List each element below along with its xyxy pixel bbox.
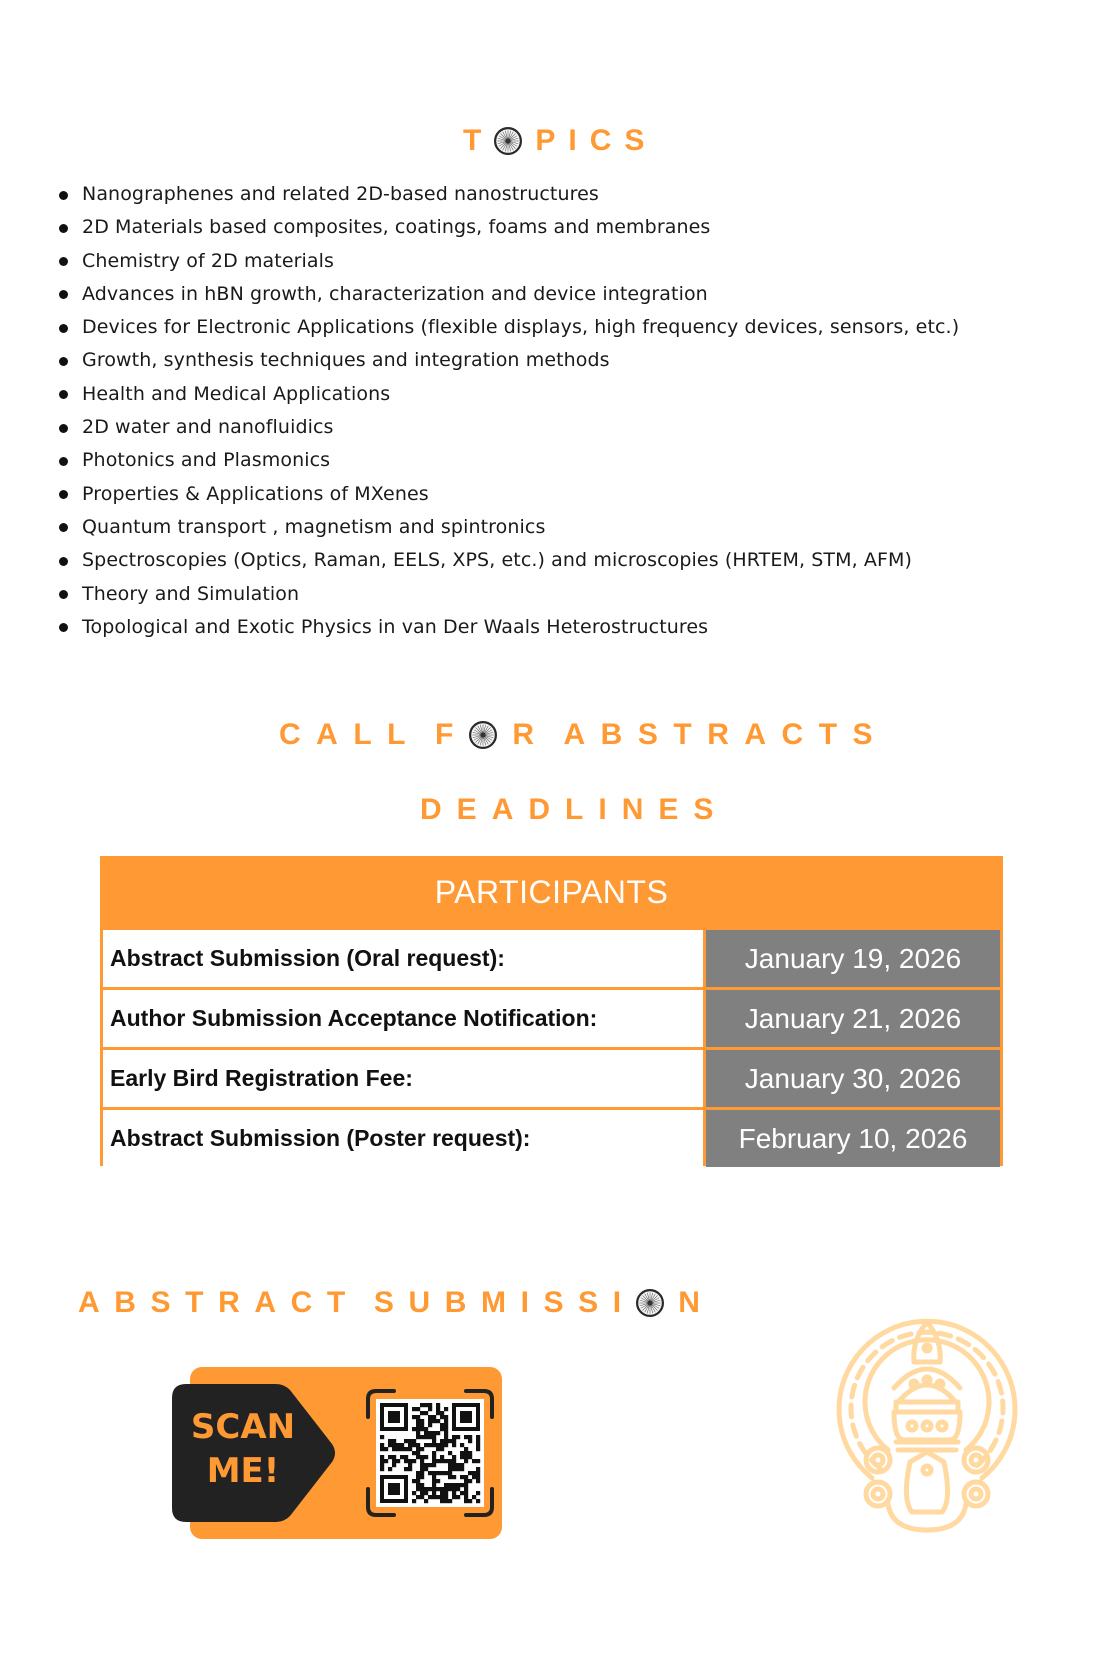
chakra-wheel-icon — [636, 1289, 664, 1317]
bullet-icon — [59, 390, 68, 399]
deadline-date: January 21, 2026 — [706, 990, 1000, 1047]
heading-letter: R — [512, 718, 550, 751]
heading-letter: T — [673, 718, 708, 751]
topic-text: Nanographenes and related 2D-based nanostructures — [82, 183, 599, 205]
bullet-icon — [59, 623, 68, 632]
qr-code-icon[interactable] — [364, 1387, 496, 1519]
scan-me-text — [188, 1405, 298, 1493]
topic-item — [56, 578, 1056, 611]
heading-letter: L — [387, 718, 421, 751]
heading-letter: F — [435, 718, 469, 751]
heading-letter: L — [353, 718, 388, 751]
topic-item — [56, 311, 1056, 344]
heading-letter: S — [624, 124, 658, 157]
deadlines-table — [100, 856, 1003, 1166]
topic-text: Spectroscopies (Optics, Raman, EELS, XPS, etc.) and microscopies (HRTEM, STM, AFM) — [82, 549, 913, 572]
heading-letter: E — [456, 793, 492, 826]
chakra-wheel-icon — [494, 127, 522, 155]
heading-letter: S — [373, 1286, 409, 1319]
heading-letter: N — [678, 1286, 715, 1319]
table-row — [103, 927, 1000, 987]
deadline-label: Abstract Submission (Poster request): — [103, 1110, 703, 1167]
bullet-icon — [59, 257, 68, 266]
heading-letter: I — [520, 1286, 544, 1319]
scan-text-line2: ME! — [206, 1451, 280, 1491]
deadlines-heading — [420, 792, 728, 828]
topic-text: 2D water and nanofluidics — [82, 416, 334, 439]
heading-letter: A — [254, 1286, 291, 1319]
heading-letter: A — [744, 718, 782, 751]
topic-item — [56, 511, 1056, 544]
heading-letter: P — [535, 124, 569, 157]
deadline-date: January 30, 2026 — [706, 1050, 1000, 1107]
scan-text-line1: SCAN — [190, 1407, 296, 1447]
topic-item — [56, 178, 1056, 211]
heading-letter: C — [279, 718, 317, 751]
heading-letter: T — [185, 1286, 219, 1319]
topics-list — [56, 178, 1056, 644]
heading-letter: I — [598, 793, 622, 826]
bullet-icon — [59, 224, 68, 233]
heading-letter: S — [852, 718, 889, 751]
topic-item — [56, 411, 1056, 444]
heading-letter: D — [528, 793, 566, 826]
topics-heading — [463, 123, 657, 159]
table-row — [103, 1107, 1000, 1167]
bullet-icon — [59, 557, 68, 566]
heading-letter: U — [408, 1286, 445, 1319]
topic-text: Quantum transport , magnetism and spintronics — [82, 515, 546, 538]
topic-item — [56, 245, 1056, 278]
heading-letter: T — [326, 1286, 360, 1319]
deadline-label: Author Submission Acceptance Notification: — [103, 990, 703, 1047]
heading-letter: E — [658, 793, 694, 826]
heading-letter: B — [114, 1286, 151, 1319]
heading-letter: C — [290, 1286, 327, 1319]
heading-letter: S — [578, 1286, 613, 1319]
heading-letter: S — [543, 1286, 579, 1319]
heading-letter: B — [444, 1286, 481, 1319]
chakra-wheel-icon — [469, 721, 497, 749]
deadline-label: Early Bird Registration Fee: — [103, 1050, 703, 1107]
heading-letter: C — [781, 718, 819, 751]
topic-text: Devices for Electronic Applications (flexible displays, high frequency devices, sensors, etc.) — [82, 316, 960, 339]
deadline-date: January 19, 2026 — [706, 930, 1000, 987]
scan-me-badge[interactable] — [172, 1367, 502, 1539]
topic-item — [56, 278, 1056, 311]
topic-item — [56, 344, 1056, 377]
topic-text: Advances in hBN growth, characterization and device integration — [82, 282, 708, 305]
bullet-icon — [59, 490, 68, 499]
heading-letter: A — [78, 1286, 115, 1319]
topic-item — [56, 611, 1056, 644]
topic-item — [56, 478, 1056, 511]
heading-letter: A — [316, 718, 354, 751]
heading-letter: I — [568, 124, 590, 157]
kathakali-face-icon — [832, 1300, 1022, 1535]
topic-text: Photonics and Plasmonics — [82, 449, 331, 472]
bullet-icon — [59, 290, 68, 299]
topic-item — [56, 444, 1056, 477]
heading-letter: L — [565, 793, 599, 826]
abstract-submission-heading — [78, 1285, 715, 1321]
heading-letter: S — [693, 793, 729, 826]
heading-letter: T — [463, 124, 495, 157]
topic-text: Health and Medical Applications — [82, 382, 391, 405]
heading-letter: S — [637, 718, 674, 751]
heading-letter: A — [491, 793, 529, 826]
heading-letter: R — [218, 1286, 255, 1319]
table-header: PARTICIPANTS — [434, 874, 669, 910]
bullet-icon — [59, 324, 68, 333]
topic-text: Growth, synthesis techniques and integration methods — [82, 349, 610, 372]
heading-letter: T — [818, 718, 853, 751]
bullet-icon — [59, 191, 68, 200]
heading-letter: C — [589, 124, 625, 157]
heading-letter: R — [707, 718, 745, 751]
bullet-icon — [59, 357, 68, 366]
deadline-date: February 10, 2026 — [706, 1110, 1000, 1167]
topic-text: Topological and Exotic Physics in van Der Waals Heterostructures — [82, 615, 709, 638]
bullet-icon — [59, 457, 68, 466]
call-for-abstracts-heading — [279, 717, 888, 753]
topic-text: Theory and Simulation — [82, 582, 300, 605]
table-row — [103, 987, 1000, 1047]
topic-text: Properties & Applications of MXenes — [82, 482, 429, 505]
topic-text: 2D Materials based composites, coatings, foams and membranes — [82, 216, 711, 239]
topic-item — [56, 378, 1056, 411]
deadline-label: Abstract Submission (Oral request): — [103, 930, 703, 987]
topic-item — [56, 211, 1056, 244]
topic-text: Chemistry of 2D materials — [82, 249, 335, 272]
topic-item — [56, 544, 1056, 577]
bullet-icon — [59, 590, 68, 599]
heading-letter: A — [563, 718, 601, 751]
heading-letter: I — [612, 1286, 636, 1319]
table-row — [103, 1047, 1000, 1107]
heading-letter: D — [420, 793, 457, 826]
heading-letter: S — [150, 1286, 186, 1319]
heading-letter: B — [600, 718, 638, 751]
heading-letter: N — [621, 793, 659, 826]
bullet-icon — [59, 424, 68, 433]
bullet-icon — [59, 523, 68, 532]
heading-letter: M — [480, 1286, 521, 1319]
